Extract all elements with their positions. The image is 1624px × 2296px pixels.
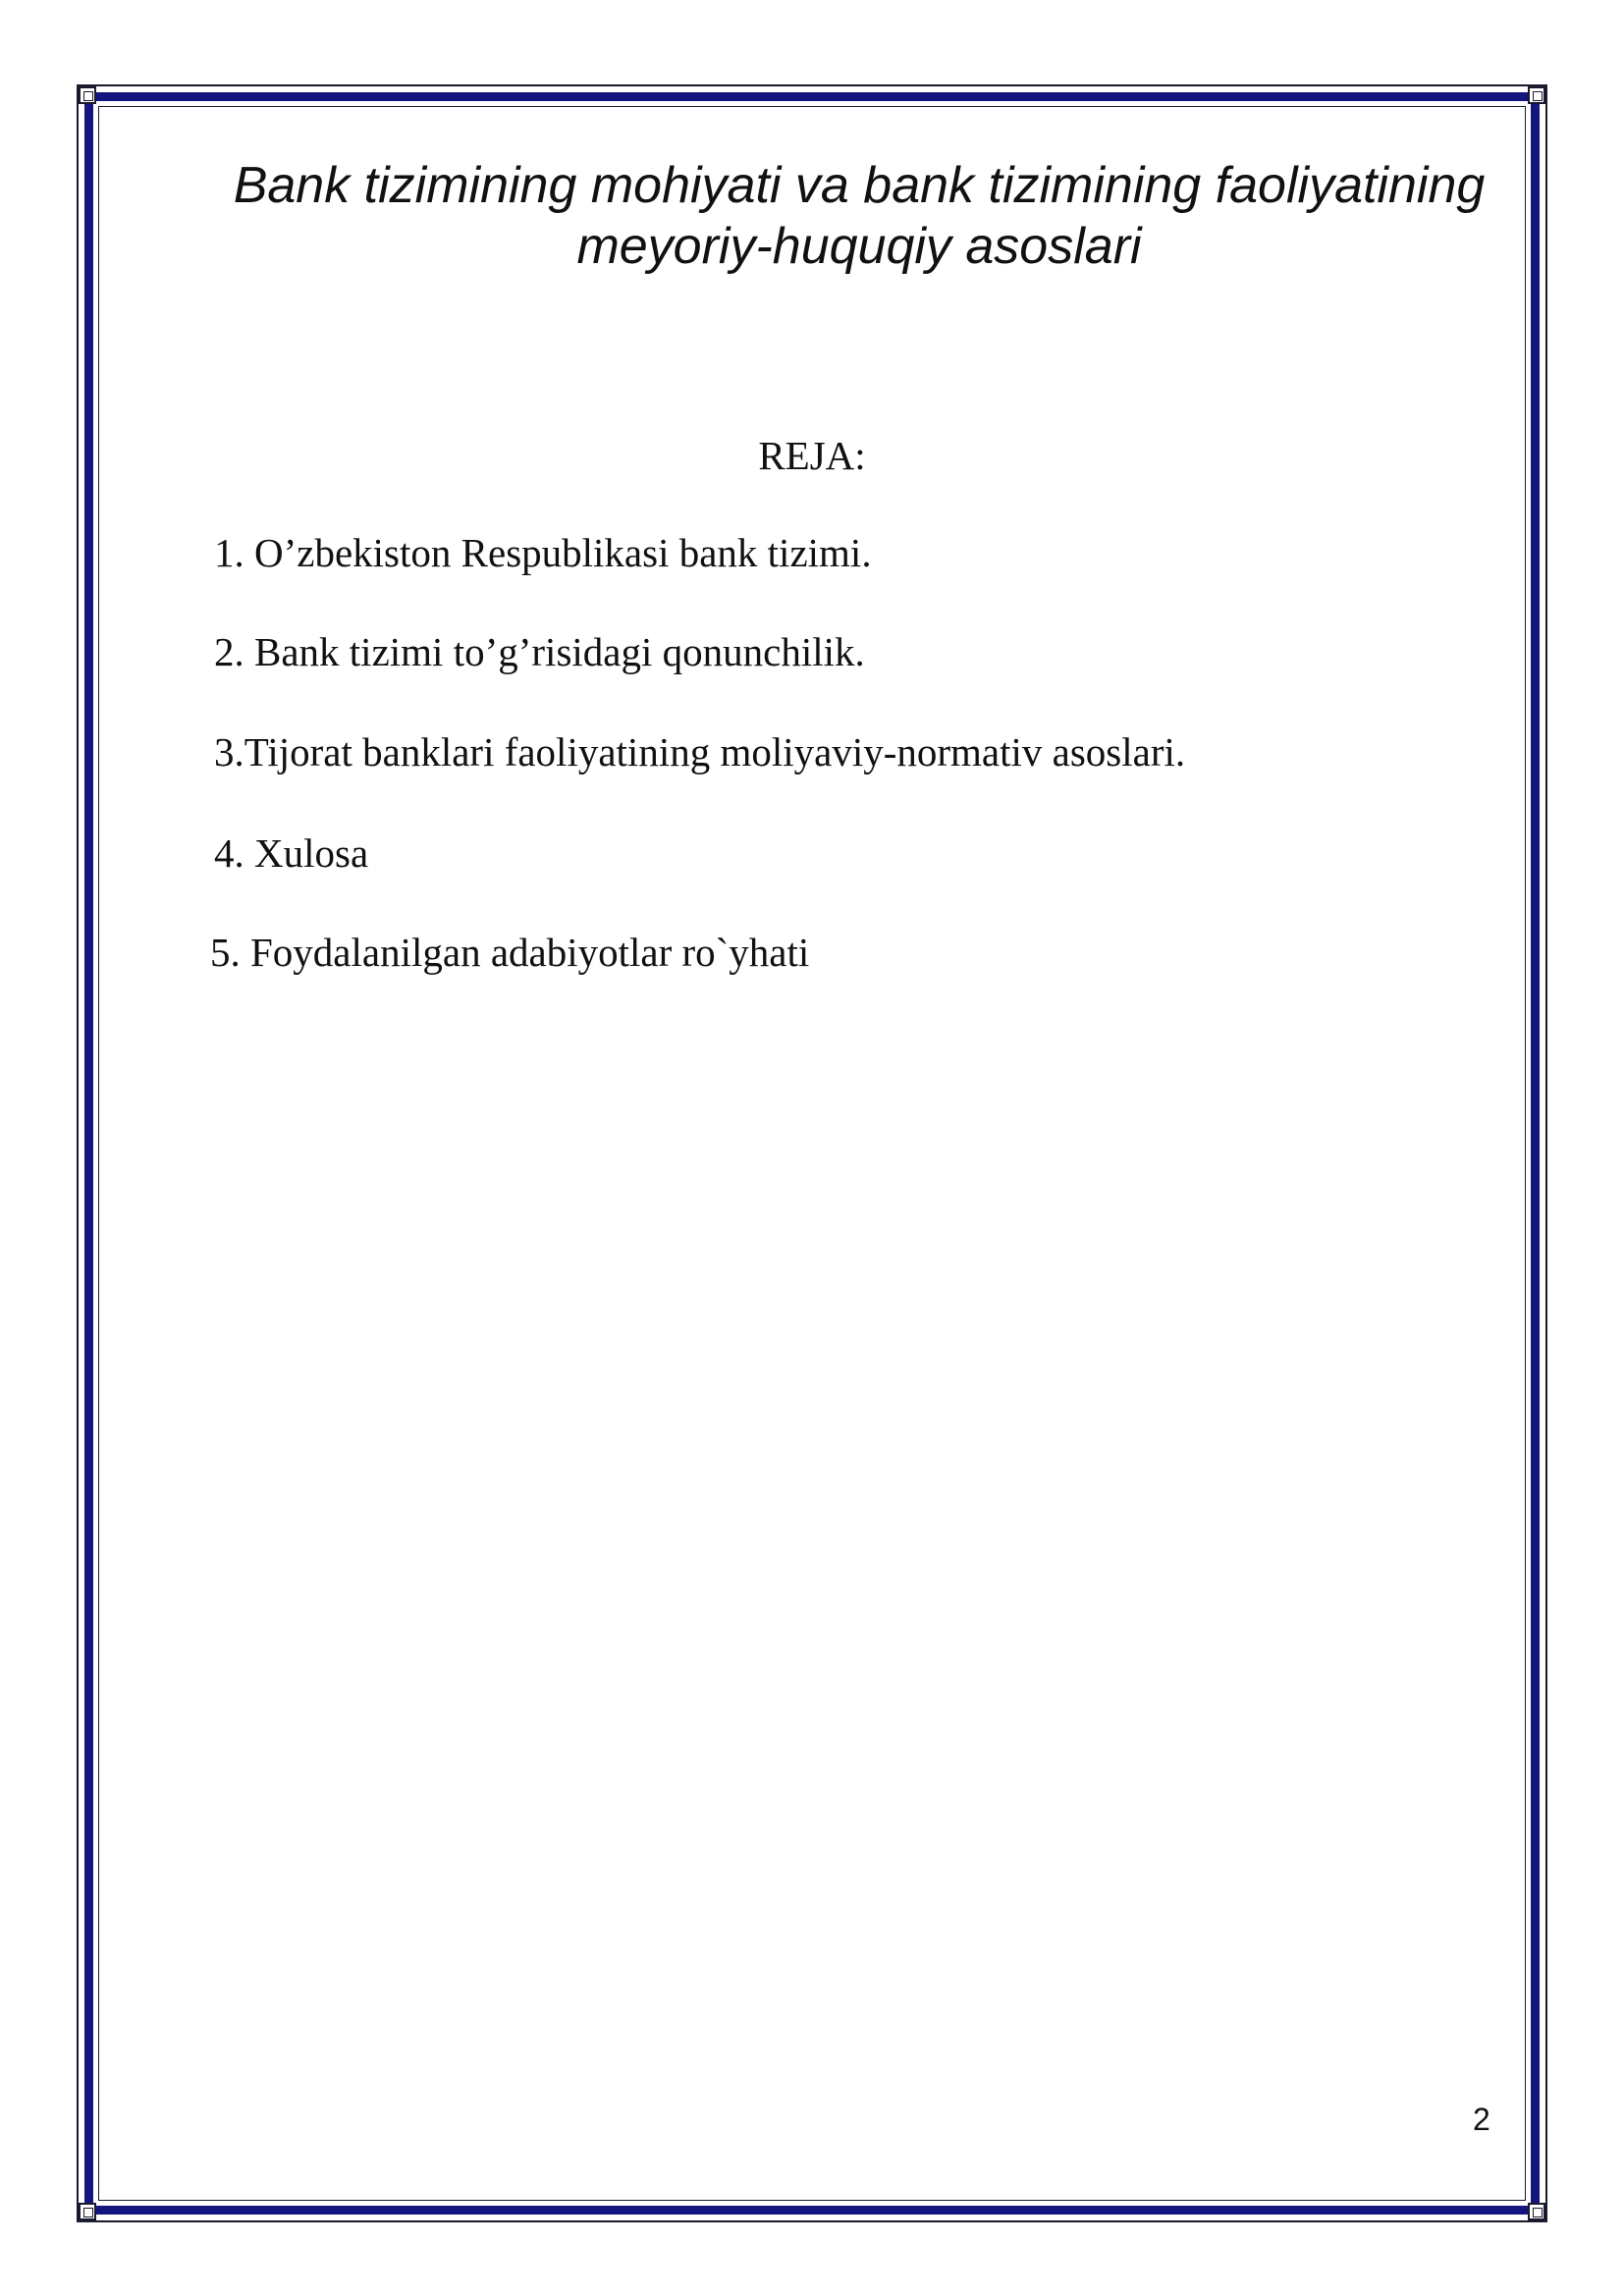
- plan-heading: REJA:: [758, 433, 866, 478]
- plan-item: 4. Xulosa: [214, 830, 369, 876]
- corner-ornament-bottom-left: [79, 2203, 96, 2220]
- document-title: Bank tizimining mohiyati va bank tizimining faoliyatining meyoriy-huquqiy asoslari: [233, 157, 1486, 275]
- plan-item: 5. Foydalanilgan adabiyotlar ro`yhati: [210, 930, 810, 975]
- corner-ornament-top-left: [79, 86, 96, 104]
- corner-ornament-bottom-right: [1528, 2203, 1545, 2220]
- plan-item: 1. O’zbekiston Respublikasi bank tizimi.: [214, 530, 872, 575]
- page-border-inner: [98, 106, 1526, 2201]
- plan-item: 3.Tijorat banklari faoliyatining moliyaviy-normativ asoslari.: [214, 729, 1186, 774]
- corner-ornament-top-right: [1528, 86, 1545, 104]
- page-number: 2: [1473, 2102, 1490, 2137]
- plan-item: 2. Bank tizimi to’g’risidagi qonunchilik.: [214, 629, 865, 674]
